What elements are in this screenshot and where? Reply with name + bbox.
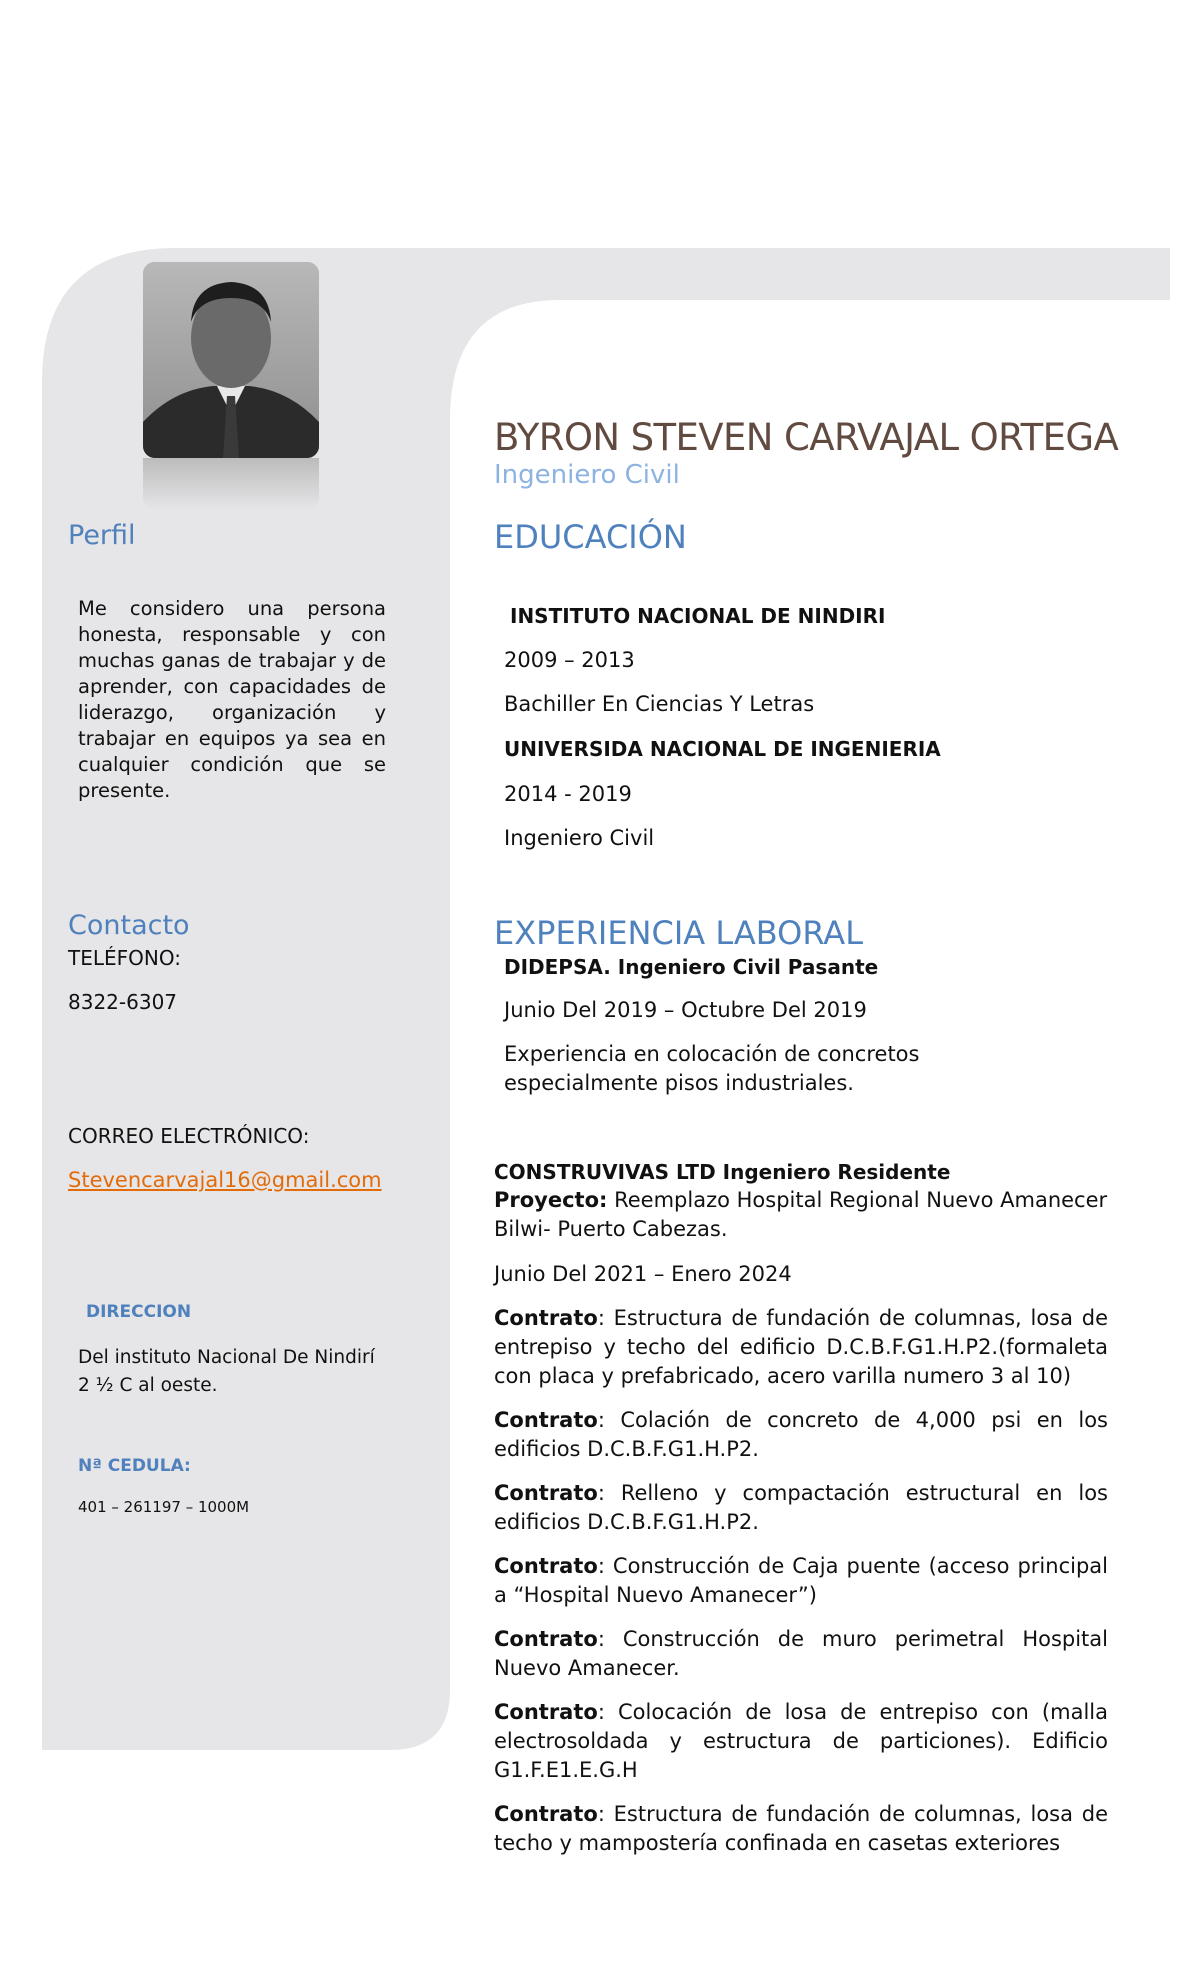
job-desc-line: Experiencia en colocación de concretos xyxy=(504,1042,920,1066)
school-degree: Ingeniero Civil xyxy=(504,826,655,850)
school-degree: Bachiller En Ciencias Y Letras xyxy=(504,692,815,716)
contract-item xyxy=(494,1625,1108,1683)
job-desc-line: especialmente pisos industriales. xyxy=(504,1071,854,1095)
phone-label: TELÉFONO: xyxy=(68,946,181,970)
contract-item xyxy=(494,1304,1108,1391)
school-years: 2009 – 2013 xyxy=(504,648,635,672)
contract-text: : Estructura de fundación de columnas, losa de entrepiso y techo del edificio D.C.B.F.G1.H.P2.(formaleta con placa y prefabricado, acero varilla numero 3 al 10) xyxy=(494,1306,1108,1388)
contract-text: : Colación de concreto de 4,000 psi en los edificios D.C.B.F.G1.H.P2. xyxy=(494,1408,1108,1461)
experience-heading: EXPERIENCIA LABORAL xyxy=(494,914,864,952)
phone-number: 8322-6307 xyxy=(68,990,178,1014)
contract-label: Contrato xyxy=(494,1627,598,1651)
job-title: Ingeniero Civil xyxy=(494,460,680,490)
profile-photo xyxy=(143,262,319,458)
address-line: 2 ½ C al oeste. xyxy=(78,1375,218,1396)
photo-reflection xyxy=(143,458,319,510)
contact-heading: Contacto xyxy=(68,910,190,941)
contract-item xyxy=(494,1479,1108,1537)
contract-label: Contrato xyxy=(494,1802,598,1826)
contract-text: : Colocación de losa de entrepiso con (malla electrosoldada y estructura de particiones). Edificio G1.F.E1.E.G.H xyxy=(494,1700,1108,1782)
contract-text: : Construcción de muro perimetral Hospital Nuevo Amanecer. xyxy=(494,1627,1108,1680)
contract-text: : Relleno y compactación estructural en los edificios D.C.B.F.G1.H.P2. xyxy=(494,1481,1108,1534)
contract-label: Contrato xyxy=(494,1408,598,1432)
job-title-2: CONSTRUVIVAS LTD Ingeniero Residente xyxy=(494,1160,951,1184)
school-name: UNIVERSIDA NACIONAL DE INGENIERIA xyxy=(504,737,941,761)
contract-item xyxy=(494,1800,1108,1858)
contract-item xyxy=(494,1406,1108,1464)
school-years: 2014 - 2019 xyxy=(504,782,632,806)
address-block xyxy=(78,1344,375,1400)
profile-heading: Perfil xyxy=(68,520,136,551)
email-label: CORREO ELECTRÓNICO: xyxy=(68,1124,310,1148)
contract-item xyxy=(494,1698,1108,1785)
school-name: INSTITUTO NACIONAL DE NINDIRI xyxy=(510,604,886,628)
email-link[interactable]: Stevencarvajal16@gmail.com xyxy=(68,1168,382,1192)
id-label: Nª CEDULA: xyxy=(78,1456,191,1476)
contract-label: Contrato xyxy=(494,1481,598,1505)
project-label: Proyecto: xyxy=(494,1188,608,1212)
job-dates-1: Junio Del 2019 – Octubre Del 2019 xyxy=(504,998,867,1022)
project-text: Reemplazo Hospital Regional Nuevo Amanecer Bilwi- Puerto Cabezas. xyxy=(494,1188,1108,1241)
contract-text: : Construcción de Caja puente (acceso principal a “Hospital Nuevo Amanecer”) xyxy=(494,1554,1108,1607)
job-title-1: DIDEPSA. Ingeniero Civil Pasante xyxy=(504,955,879,979)
job-dates-2: Junio Del 2021 – Enero 2024 xyxy=(494,1262,792,1286)
education-heading: EDUCACIÓN xyxy=(494,518,687,556)
id-number: 401 – 261197 – 1000M xyxy=(78,1498,250,1516)
contract-text: : Estructura de fundación de columnas, losa de techo y mampostería confinada en casetas exteriores xyxy=(494,1802,1108,1855)
project-line xyxy=(494,1186,1114,1244)
contract-label: Contrato xyxy=(494,1700,598,1724)
contract-item xyxy=(494,1552,1108,1610)
address-line: Del instituto Nacional De Nindirí xyxy=(78,1347,375,1368)
full-name: BYRON STEVEN CARVAJAL ORTEGA xyxy=(494,416,1119,459)
contract-label: Contrato xyxy=(494,1554,598,1578)
contract-label: Contrato xyxy=(494,1306,598,1330)
address-label: DIRECCION xyxy=(86,1302,192,1322)
profile-text: Me considero una persona honesta, responsable y con muchas ganas de trabajar y de aprender, con capacidades de liderazgo, organización y trabajar en equipos ya sea en cualquier condición que se presente. xyxy=(78,597,386,802)
